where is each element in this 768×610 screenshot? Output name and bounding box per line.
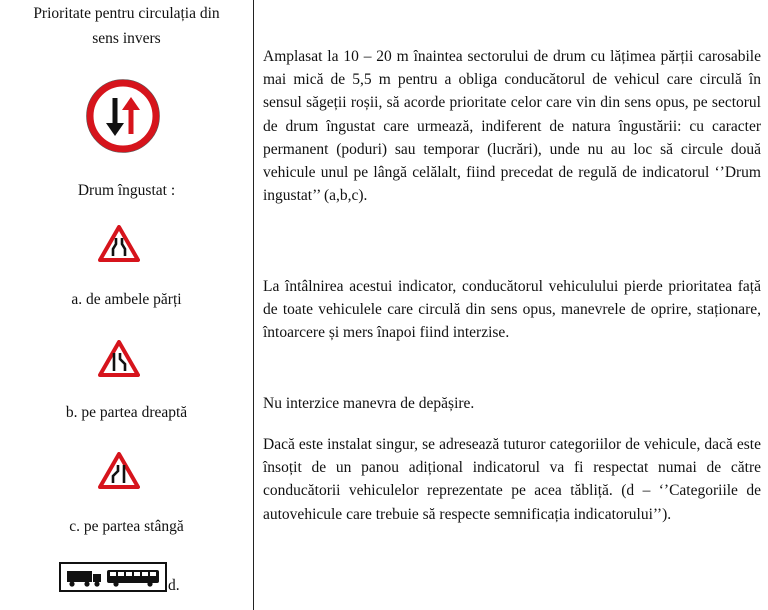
caption-c: c. pe partea stângă [69,518,184,535]
paragraph-placement: Amplasat la 10 – 20 m înaintea sectorului de drum cu lățimea părții carosabile mai mică de 5,5 m pentru a obliga conducătorul de vehicul care circulă în sensul săgeții roșii, să acorde prioritate celor care vin din sens opus, pe sectorul de drum îngustat care urmează, indiferent de natura îngustării: cu caracter permanent (poduri) sau temporar (lucrări), unde nu au loc să circule două vehicule unul pe lângă celălalt, fiind precedat de regulă de indicatorul ‘’Drum ingustat’’ (a,b,c). [263,48,761,205]
road-narrows-both-sides-icon [98,225,140,263]
caption-d: d. [168,577,180,594]
left-column [0,0,254,610]
right-column [263,0,761,610]
caption-a: a. de ambele părți [71,291,182,308]
paragraph-additional-panel: Dacă este instalat singur, se adresează tuturor categoriilor de vehicule, dacă este însoțit de un panou adițional indicatorul va fi respectat numai de către conducătorii vehiculelor reprezentate pe acea tăbliță. (d – ‘’Categoriile de autovehicule care trebuie să respecte semnificația indicatorului’’). [263,436,761,523]
vehicle-category-panel-icon [59,562,167,592]
narrow-road-heading: Drum îngustat : [77,182,176,199]
paragraph-overtaking: Nu interzice manevra de depășire. [263,395,475,412]
road-narrows-right-icon [98,340,140,378]
priority-sign-title: Prioritate pentru circulația din sens invers [33,5,220,47]
priority-oncoming-traffic-sign-icon [86,79,160,153]
paragraph-priority-loss: La întâlnirea acestui indicator, conducătorul vehiculului pierde prioritatea față de toate vehiculele care circulă din sens opus, manevrele de oprire, staționare, întoarcere și mers înapoi fiind interzise. [263,278,761,342]
road-narrows-left-icon [98,452,140,490]
caption-b: b. pe partea dreaptă [65,404,188,421]
